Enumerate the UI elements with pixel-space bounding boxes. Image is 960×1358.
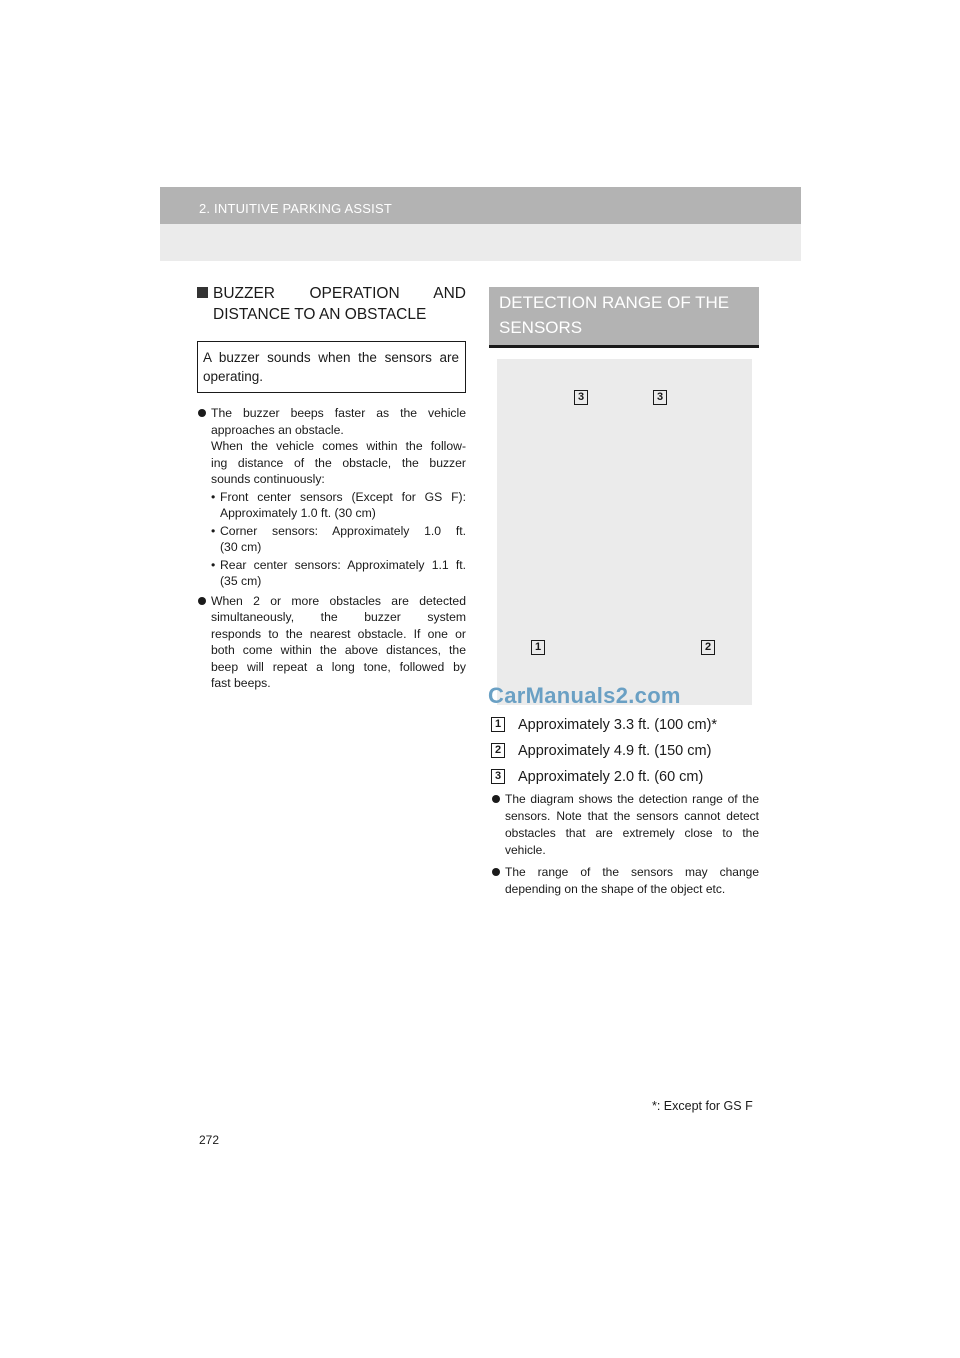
diagram-label-3-left: 3 [574, 390, 588, 405]
square-bullet-icon [197, 287, 208, 298]
section-heading-box: DETECTION RANGE OF THE SENSORS [489, 287, 759, 348]
bullet-dot-icon [198, 409, 206, 417]
diagram-label-1: 1 [531, 640, 545, 655]
sub-item-front-center: • Front center sensors (Except for GS F): Approximately 1.0 ft. (30 cm) [211, 489, 466, 520]
bullet-buzzer-speed: The buzzer beeps faster as the vehicle approaches an obstacle. When the vehicle comes within the follow- ing distance of the obstacle, the buzzer sounds continuously: • Front center sensors (Except for GS F): Approximately 1.0 ft. (30 cm) • Corner sensors: Approximately 1.0 ft. (30 cm) • Rear center sensors: Approximately 1.1 ft. (35 cm) [197, 405, 466, 590]
header-band [160, 187, 801, 261]
bullet-dot-icon [198, 597, 206, 605]
legend-text: Approximately 3.3 ft. (100 cm)* [518, 717, 718, 733]
intro-box: A buzzer sounds when the sensors are operating. [197, 341, 466, 393]
legend-number-box: 2 [491, 743, 505, 758]
left-column [197, 283, 466, 692]
legend-item-2 [491, 742, 761, 768]
legend-item-1 [491, 716, 761, 742]
watermark-logo: CarManuals2.com [488, 683, 681, 708]
subsection-heading: BUZZER OPERATION AND DISTANCE TO AN OBSTACLE [197, 283, 466, 325]
legend-number-box: 3 [491, 769, 505, 784]
legend-text: Approximately 4.9 ft. (150 cm) [518, 743, 712, 759]
page-number: 272 [199, 1133, 220, 1147]
right-column [489, 287, 759, 653]
detection-range-diagram [497, 359, 752, 705]
diagram-notes [491, 791, 759, 903]
diagram-legend [491, 716, 761, 794]
legend-number-box: 1 [491, 717, 505, 732]
note-detection-range: The diagram shows the detection range of the sensors. Note that the sensors cannot detect obstacles that are extremely close to the vehicle. [491, 791, 759, 859]
bullet-multiple-obstacles: When 2 or more obstacles are detected simultaneously, the buzzer system responds to the nearest obstacle. If one or both come within the above distances, the beep will repeat a long tone, followed by fast beeps. [197, 593, 466, 692]
footnote: *: Except for GS F [652, 1099, 753, 1113]
diagram-label-2: 2 [701, 640, 715, 655]
sub-item-corner: • Corner sensors: Approximately 1.0 ft. (30 cm) [211, 523, 466, 554]
bullet-dot-icon [492, 868, 500, 876]
sub-item-rear-center: • Rear center sensors: Approximately 1.1 ft. (35 cm) [211, 557, 466, 588]
legend-text: Approximately 2.0 ft. (60 cm) [518, 769, 704, 785]
note-range-change: The range of the sensors may change depending on the shape of the object etc. [491, 864, 759, 898]
bullet-dot-icon [492, 795, 500, 803]
diagram-label-3-right: 3 [653, 390, 667, 405]
section-title: 2. INTUITIVE PARKING ASSIST [199, 201, 392, 216]
